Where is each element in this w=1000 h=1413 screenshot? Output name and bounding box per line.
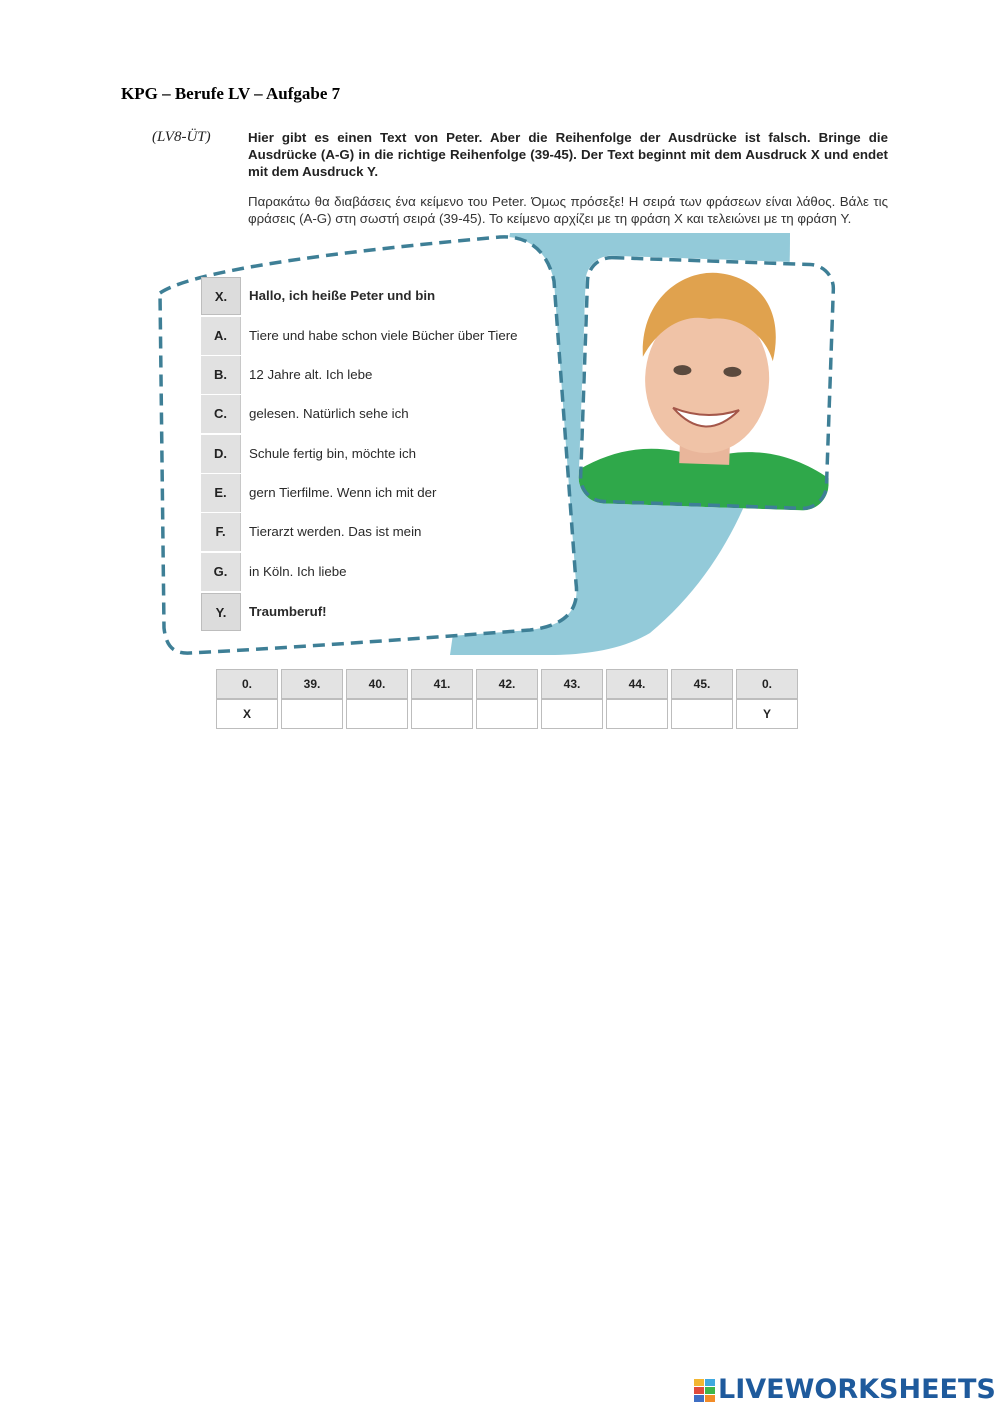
phrase-text: Tierarzt werden. Das ist mein — [249, 524, 422, 539]
task-code: (LV8-ÜT) — [152, 129, 211, 145]
phrase-row-f — [201, 513, 561, 551]
answer-input-39[interactable] — [281, 699, 343, 729]
phrase-key: A. — [201, 317, 241, 355]
boy-portrait-image — [578, 255, 837, 512]
phrase-row-b — [201, 356, 561, 394]
phrase-text: gern Tierfilme. Wenn ich mit der — [249, 485, 437, 500]
answer-input-45[interactable] — [671, 699, 733, 729]
answer-header-cell: 42. — [476, 669, 538, 699]
phrase-text: Hallo, ich heiße Peter und bin — [249, 288, 436, 303]
phrase-row-g — [201, 553, 561, 591]
answer-header-cell: 44. — [606, 669, 668, 699]
liveworksheets-logo-icon — [694, 1379, 714, 1401]
answer-input-44[interactable] — [606, 699, 668, 729]
phrase-key: C. — [201, 395, 241, 433]
phrase-text: gelesen. Natürlich sehe ich — [249, 406, 409, 421]
phrase-text: Schule fertig bin, möchte ich — [249, 446, 417, 461]
phrase-row-a — [201, 317, 561, 355]
phrase-key: G. — [201, 553, 241, 591]
answer-header-cell: 40. — [346, 669, 408, 699]
answer-header-cell: 0. — [216, 669, 278, 699]
phrase-key: E. — [201, 474, 241, 512]
answer-header-cell: 43. — [541, 669, 603, 699]
answer-table-header-row — [216, 669, 798, 699]
liveworksheets-logo-text: LIVEWORKSHEETS — [718, 1374, 996, 1405]
instruction-greek: Παρακάτω θα διαβάσεις ένα κείμενο του Peter. Όμως πρόσεξε! Η σειρά των φράσεων είναι λάθος. Βάλε τις φράσεις (A-G) στη σωστή σειρά (39-45). Το κείμενο αρχίζει με τη φράση X και τελειώνει με τη φράση Y. — [248, 194, 888, 226]
phrase-key: X. — [201, 277, 241, 315]
page-title: KPG – Berufe LV – Aufgabe 7 — [121, 84, 341, 103]
answer-cell-given: X — [216, 699, 278, 729]
phrase-row-e — [201, 474, 561, 512]
answer-cell-given: Y — [736, 699, 798, 729]
answer-input-42[interactable] — [476, 699, 538, 729]
phrase-key: F. — [201, 513, 241, 551]
answer-header-cell: 41. — [411, 669, 473, 699]
phrase-text: in Köln. Ich liebe — [249, 564, 347, 579]
phrase-text: Tiere und habe schon viele Bücher über Tiere — [249, 328, 518, 343]
answer-table-answer-row — [216, 699, 798, 729]
answer-input-43[interactable] — [541, 699, 603, 729]
phrase-key: D. — [201, 435, 241, 473]
answer-header-cell: 39. — [281, 669, 343, 699]
phrase-key: Y. — [201, 593, 241, 631]
answer-header-cell: 0. — [736, 669, 798, 699]
phrase-row-x — [201, 277, 561, 315]
phrase-row-c — [201, 395, 561, 433]
answer-header-cell: 45. — [671, 669, 733, 699]
phrase-text: 12 Jahre alt. Ich lebe — [249, 367, 373, 382]
phrase-row-y — [201, 593, 561, 631]
peter-photo — [578, 255, 837, 512]
answer-table — [213, 669, 801, 729]
answer-input-41[interactable] — [411, 699, 473, 729]
answer-input-40[interactable] — [346, 699, 408, 729]
instruction-german: Hier gibt es einen Text von Peter. Aber die Reihenfolge der Ausdrücke ist falsch. Bringe die Ausdrücke (A-G) in die richtige Reihenfolge (39-45). Der Text beginnt mit dem Ausdruck X und endet mit dem Ausdruck Y. — [248, 130, 888, 179]
phrase-text: Traumberuf! — [249, 604, 327, 619]
liveworksheets-logo — [694, 1374, 996, 1405]
phrase-key: B. — [201, 356, 241, 394]
phrase-row-d — [201, 435, 561, 473]
